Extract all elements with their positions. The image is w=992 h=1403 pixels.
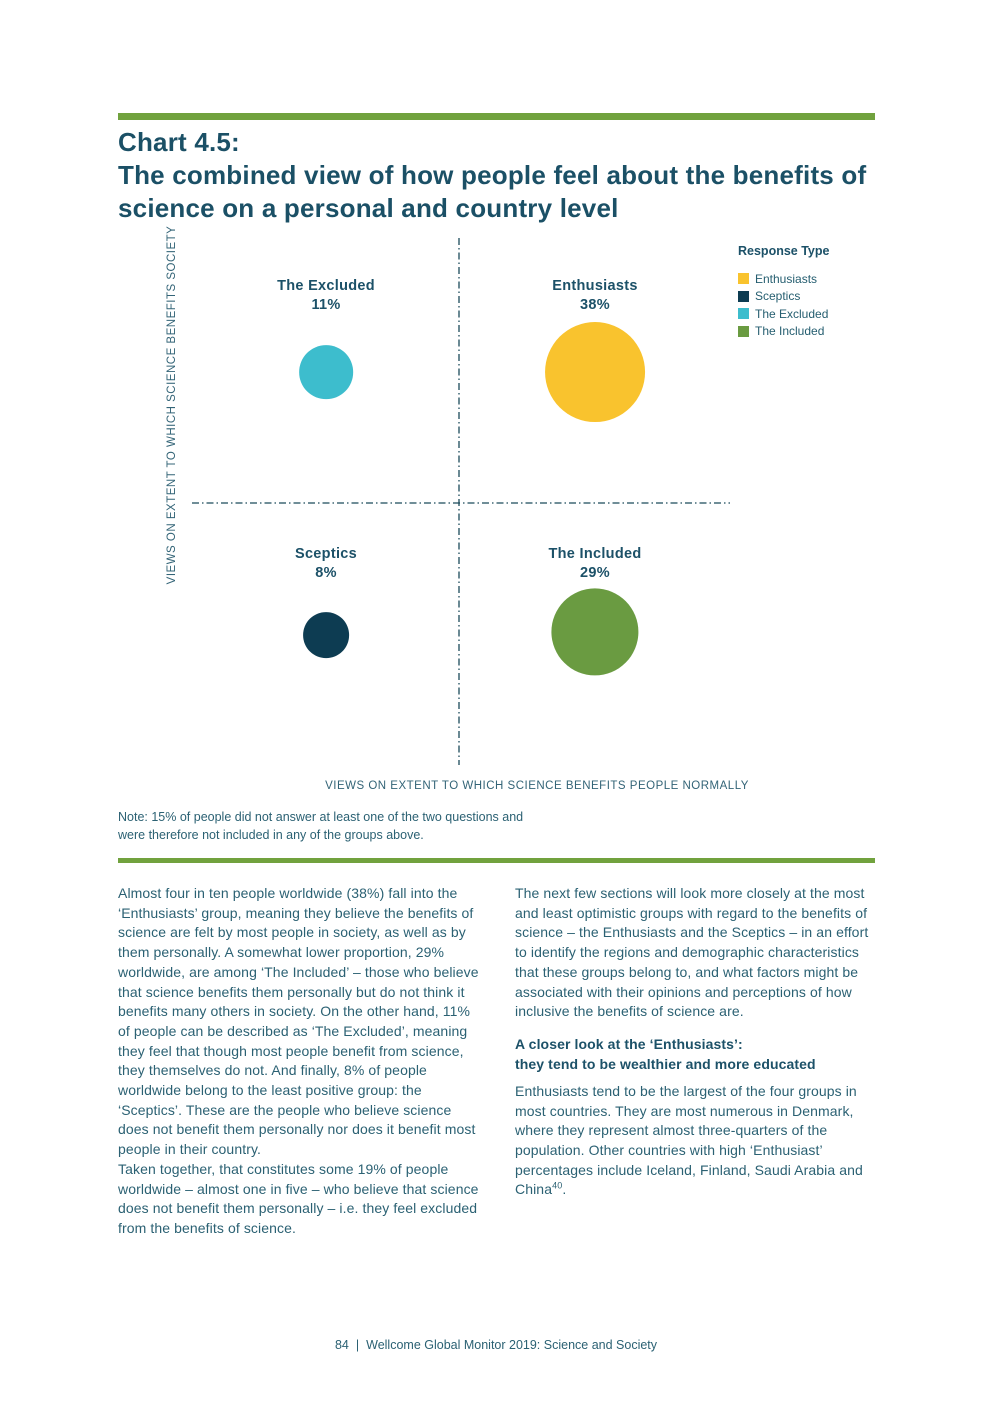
bubble-sceptics [303, 612, 349, 658]
chart-number: Chart 4.5: [118, 127, 240, 157]
bubble-name: The Included [548, 546, 642, 562]
bubble-the-excluded [299, 345, 353, 399]
accent-bar [118, 113, 875, 120]
body-paragraph-text: Enthusiasts tend to be the largest of the four groups in most countries. They are most numerous in Denmark, where they represent almost three-quarters of the population. Other countries with high ‘Enthusiast’ percentages include Iceland, Finland, Saudi Arabia and China [515, 1082, 863, 1198]
chart-title: The combined view of how people feel about the benefits of science on a personal and country level [118, 160, 867, 223]
legend-label: Enthusiasts [755, 271, 818, 286]
legend-swatch-icon [738, 308, 749, 319]
bubble-the-included [551, 588, 638, 675]
quadrant-label-the-included [548, 545, 641, 583]
page-number: 84 [334, 1338, 349, 1352]
legend-item-the-included [738, 323, 829, 341]
y-axis-label: VIEWS ON EXTENT TO WHICH SCIENCE BENEFITS SOCIETY [166, 225, 178, 585]
section-divider [118, 858, 875, 863]
bubble-name: The Excluded [277, 278, 375, 294]
legend-label: The Excluded [755, 306, 829, 321]
bubble-name: Enthusiasts [552, 278, 638, 294]
legend-label: Sceptics [755, 289, 801, 304]
body-paragraph: Taken together, that constitutes some 19% of people worldwide – almost one in five – who believe that science does not benefit them personally – i.e. they feel excluded from the benefits of science. [118, 1160, 479, 1236]
section-heading-line2: they tend to be wealthier and more educated [515, 1055, 816, 1072]
page-footer [0, 1338, 992, 1352]
quadrant-label-enthusiasts [552, 277, 638, 315]
legend-item-sceptics [738, 288, 829, 306]
quadrant-bubble-chart [0, 225, 992, 803]
chart-note: Note: 15% of people did not answer at least one of the two questions and were therefore not included in any of the groups above. [118, 810, 524, 842]
legend-swatch-icon [738, 326, 749, 337]
footer-separator: | [355, 1338, 360, 1352]
body-paragraph-end: . [562, 1181, 567, 1198]
legend-title: Response Type [738, 244, 830, 258]
section-heading [515, 1034, 883, 1074]
bubble-percentage: 29% [580, 565, 610, 581]
body-column-left [118, 884, 484, 1239]
chart-legend [738, 244, 829, 340]
legend-label: The Included [755, 324, 825, 339]
legend-item-enthusiasts [738, 270, 829, 288]
footnote-reference: 40 [552, 1180, 563, 1191]
legend-item-the-excluded [738, 305, 829, 323]
legend-swatch-icon [738, 273, 749, 284]
legend-swatch-icon [738, 291, 749, 302]
body-paragraph [515, 1082, 883, 1200]
bubble-name: Sceptics [294, 546, 358, 562]
quadrant-label-the-excluded [277, 277, 375, 315]
bubble-percentage: 11% [311, 297, 341, 313]
bubble-percentage: 38% [580, 297, 610, 313]
body-column-right [515, 884, 883, 1200]
section-heading-line1: A closer look at the ‘Enthusiasts’: [515, 1035, 743, 1052]
bubble-percentage: 8% [315, 565, 337, 581]
x-axis-label: VIEWS ON EXTENT TO WHICH SCIENCE BENEFITS PEOPLE NORMALLY [325, 780, 749, 792]
bubble-enthusiasts [545, 322, 645, 422]
body-paragraph: The next few sections will look more closely at the most and least optimistic groups with regard to the benefits of science – the Enthusiasts and the Sceptics – in an effort to identify the regions and demographic characteristics that these groups belong to, and what factors might be associated with their opinions and perceptions of how inclusive the benefits of science are. [515, 885, 869, 1020]
axis-lines [0, 238, 992, 803]
body-paragraph: Almost four in ten people worldwide (38%) fall into the ‘Enthusiasts’ group, meaning they believe the benefits of science are felt by most people in society, as well as by them personally. A somewhat lower proportion, 29% worldwide, are among ‘The Included’ – those who believe that science benefits them personally but do not think it benefits many others in society. On the other hand, 11% of people can be described as ‘The Excluded’, meaning they feel that though most people benefit from science, they themselves do not. And finally, 8% of people worldwide belong to the least positive group: the ‘Sceptics’. These are the people who believe science does not benefit them personally nor does it benefit most people in their country. [118, 885, 479, 1158]
chart-title-block [118, 126, 880, 225]
quadrant-label-sceptics [295, 545, 357, 583]
footer-source: Wellcome Global Monitor 2019: Science and Society [366, 1338, 658, 1352]
